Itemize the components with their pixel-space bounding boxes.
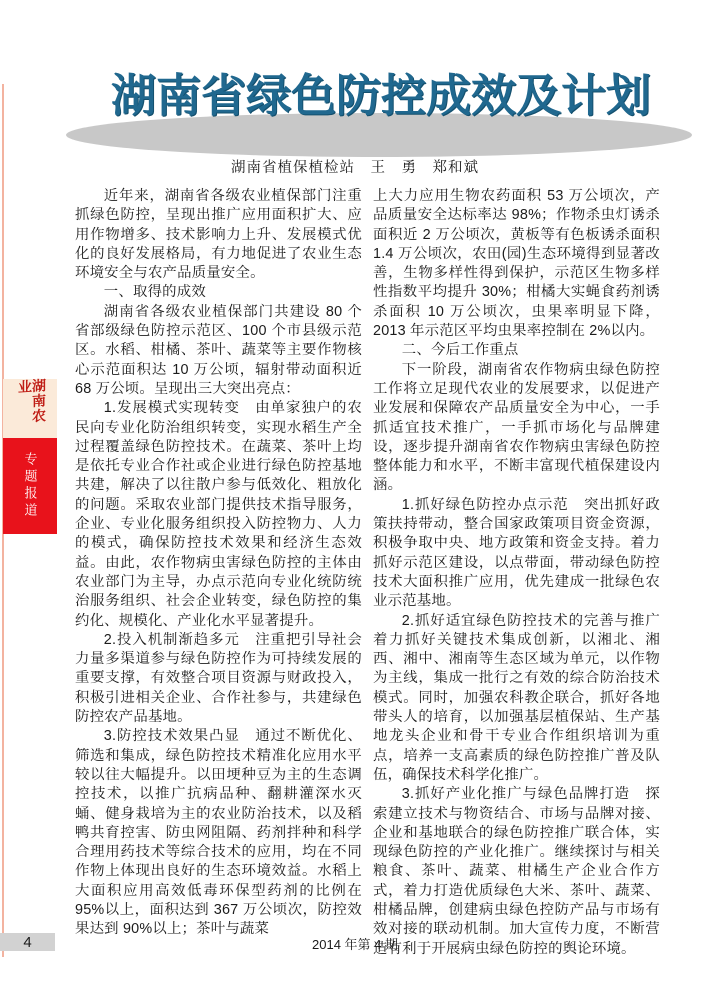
paragraph-task-3: 3.抓好产业化推广与绿色品牌打造 探索建立技术与物资结合、市场与品牌对接、企业和基地联合的绿色防控推广联合体，实现绿色防控的产业化推广。继续探讨与相关粮食、茶叶、蔬菜、柑橘生产企业合作方式，着力打造优质绿色大米、茶叶、蔬菜、柑橘品牌，创建病虫绿色控防产品与市场有效对接的联动机制。加大宣传力度，不断营造有利于开展病虫绿色防控的舆论环境。 <box>373 786 660 957</box>
left-column <box>75 187 362 959</box>
masthead-label: 湖南农业 <box>16 377 45 424</box>
byline: 湖南省植保植检站 王 勇 郑和斌 <box>231 160 479 176</box>
sidebar-tab <box>3 379 57 534</box>
paragraph-point-1: 1.发展模式实现转变 由单家独户的农民向专业化防治组织转变，实现水稻生产全过程覆盖绿色防控技术。在蔬菜、茶叶上均是依托专业合作社或企业进行绿色防控基地共建，解决了以往散户参与低效化、粗放化的问题。采取农业部门提供技术指导服务，企业、专业化服务组织投入防控物力、人力的模式，确保防控技术效果和经济生态效益。由此，农作物病虫害绿色防控的主体由农业部门为主导，办点示范向专业化统防统治服务组织、社会企业转变，绿色防控的集约化、规模化、产业化水平显著提升。 <box>75 400 362 629</box>
paragraph-point-2: 2.投入机制渐趋多元 注重把引导社会力量多渠道参与绿色防控作为可持续发展的重要支撑，有效整合项目资源与财政投入，积极引进相关企业、合作社参与，共建绿色防控农产品基地。 <box>75 631 362 726</box>
section-banner <box>3 438 57 534</box>
section-label: 专题报道 <box>22 452 38 520</box>
section-heading-2: 二、今后工作重点 <box>401 342 519 359</box>
paragraph-task-2: 2.抓好适宜绿色防控技术的完善与推广 着力抓好关键技术集成创新，以湘北、湘西、湘中、湘南等生态区域为单元，以作物为主线，集成一批行之有效的综合防治技术模式。同时，加强农科教企联合，抓好各地带头人的培育，以加强基层植保站、生产基地龙头企业和骨干专业合作组织培训为重点，培养一支高素质的绿色防控推广普及队伍，确保技术科学化推广。 <box>373 612 675 783</box>
paragraph-point-3: 3.防控技术效果凸显 通过不断优化、筛选和集成，绿色防控技术精准化应用水平较以往大幅提升。以田埂种豆为主的生态调控技术，以推广抗病品种、翻耕灌深水灭蛹、健身栽培为主的农业防治技术，以及稻鸭共育控害、防虫网阻隔、药剂拌种和科学合理用药技术等综合技术的应用，均在不同作物上体现出良好的生态环境效益。水稻上大面积应用高效低毒环保型药剂的比例在 95%以上，面积达到 367 万公顷次，防控效果达到 90%以上；茶叶与蔬菜 <box>75 728 362 938</box>
issue-footer: 2014 年第 4 期 <box>312 937 398 952</box>
right-column <box>373 187 675 959</box>
magazine-masthead <box>3 379 57 438</box>
paragraph-next-stage: 下一阶段，湖南省农作物病虫绿色防控工作将立足现代农业的发展要求，以促进产业发展和保障农产品质量安全为中心，一手抓适宜技术推广，一手抓市场化与品牌建设，逐步提升湖南省农作物病虫害绿色防控整体能力和水平，不断丰富现代植保建设内涵。 <box>373 361 660 494</box>
paragraph-intro: 近年来，湖南省各级农业植保部门注重抓绿色防控，呈现出推广应用面积扩大、应用作物增多、技术影响力上升、发展模式优化的良好发展格局，有力地促进了农业生态环境安全与农产品质量安全。 <box>75 188 362 282</box>
page-number: 4 <box>23 933 32 951</box>
article-title: 湖南省绿色防控成效及计划 <box>110 70 651 121</box>
article-body <box>75 187 675 959</box>
paragraph-overview: 湖南省各级农业植保部门共建设 80 个省部级绿色防控示范区、100 个市县级示范区。水稻、柑橘、茶叶、蔬菜等主要作物核心示范面积达 10 万公顷，辐射带动面积近 68 万公顷。呈现出三大突出亮点： <box>75 303 362 397</box>
section-heading-1: 一、取得的成效 <box>103 284 206 301</box>
paragraph-point-3-continued: 上大力应用生物农药面积 53 万公顷次，产品质量安全达标率达 98%；作物杀虫灯诱杀面积近 2 万公顷次，黄板等有色板诱杀面积 1.4 万公顷次，农田(园)生态环境得到显著改善，生物多样性得到保护，示范区生物多样性指数平均提升 30%；柑橘大实蝇食药剂诱杀面积 10 万公顷次，虫果率明显下降，2013 年示范区平均虫果率控制在 2%以内。 <box>373 188 660 340</box>
paragraph-task-1: 1.抓好绿色防控办点示范 突出抓好政策扶持带动，整合国家政策项目资金资源，积极争取中央、地方政策和资金支持。着力抓好示范区建设，以点带面，带动绿色防控技术大面积推广应用，优先建成一批绿色农业示范基地。 <box>373 496 660 610</box>
